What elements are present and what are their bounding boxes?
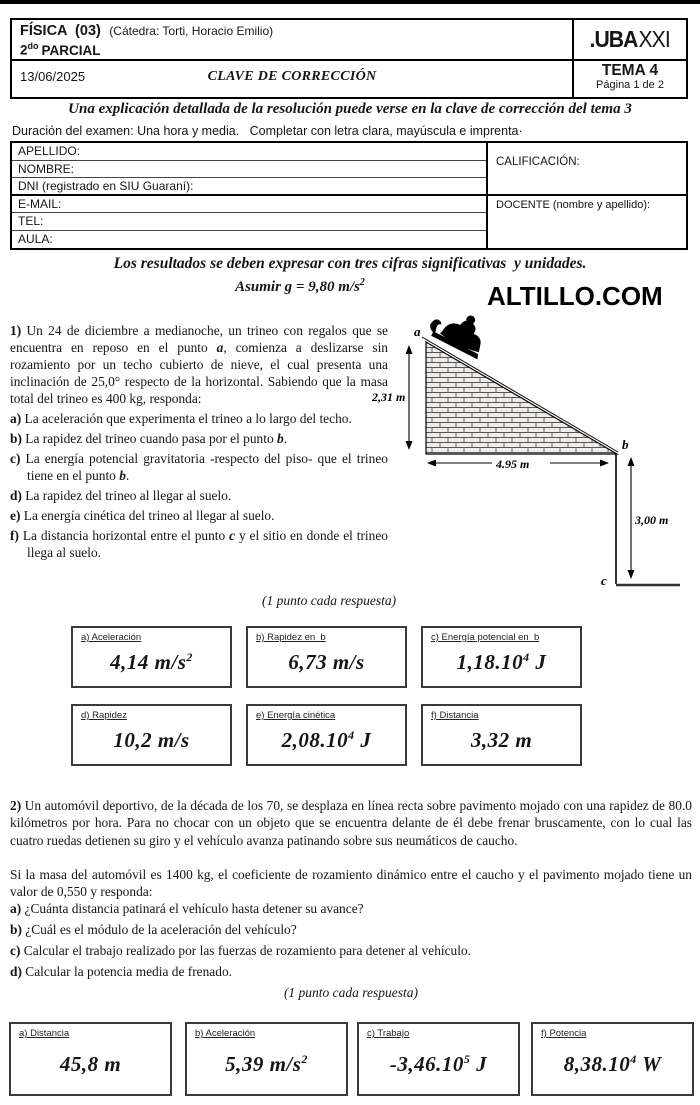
parcial-label: [20, 41, 564, 58]
item-point: b: [277, 431, 284, 447]
exam-header-table: [10, 18, 688, 99]
item-text: La energía cinética del trineo al llegar al suelo.: [23, 508, 275, 524]
answer-box-potencia: [531, 1022, 694, 1096]
item-letter: d): [10, 963, 22, 979]
answer-box-energia-potencial: [421, 626, 582, 688]
item-letter: d): [10, 488, 22, 504]
points-note-1: (1 punto cada respuesta): [262, 593, 397, 608]
answer-label: e) Energía cinética: [256, 710, 336, 721]
drop-dim-label: 3,00 m: [635, 513, 669, 527]
course-title: FÍSICA (03): [20, 23, 101, 39]
dni-field: DNI (registrado en SIU Guaraní):: [12, 178, 486, 196]
item-text: ¿Cuál es el módulo de la aceleración del vehículo?: [25, 922, 297, 938]
item-text: La distancia horizontal entre el punto: [22, 528, 230, 544]
aula-field: AULA:: [18, 231, 53, 246]
answer-value: -3,46.10$^5$ J: [389, 1052, 488, 1076]
parcial-number: 2: [20, 42, 28, 58]
item-letter: e): [10, 508, 21, 524]
item-text: ¿Cuánta distancia patinará el vehículo hasta detener su avance?: [24, 901, 364, 917]
answer-label: a) Aceleración: [81, 632, 142, 643]
arrow-left-icon: [427, 460, 436, 467]
tel-field: TEL:: [12, 213, 486, 231]
problem-1-item-c: [10, 450, 392, 484]
answer-box-aceleracion-2: [185, 1022, 348, 1096]
answer-value: 1,18.10$^4$ J: [456, 650, 547, 674]
points-note-2: (1 punto cada respuesta): [283, 984, 419, 1000]
answer-box-rapidez-suelo: [71, 704, 232, 766]
answer-value: 45,8 m: [59, 1052, 122, 1076]
problem-1-intro-post: , comienza a deslizarse sin rozamiento por un techo cubierto de nieve, el cual presenta una inclinación de 25,0° respecto de la horizontal. Sabiendo que la masa total del trineo es 400 kg, responda:: [10, 340, 388, 407]
answers-row-3: [9, 1022, 694, 1096]
parcial-ordinal: do: [27, 41, 39, 51]
problem-1-number: 1): [10, 323, 22, 338]
gravity-text: Asumir g = 9,80 m/s: [235, 279, 360, 295]
calificacion-field: CALIFICACIÓN:: [486, 143, 686, 196]
point-a-ref: a: [216, 340, 224, 356]
height-dim-label: 2,31 m: [372, 390, 406, 404]
answer-value: 2,08.10$^4$ J: [281, 728, 372, 752]
gravity-exponent: 2: [359, 277, 365, 288]
answer-label: d) Rapidez: [81, 710, 127, 721]
problem-2-intro-text: Un automóvil deportivo, de la década de los 70, se desplaza en línea recta sobre pavimento mojado con una rapidez de 80.0 kilómetros por hora. Para no chocar con un objeto que se encuentra delante de él debe frenar bruscamente, con lo cual las cuatro ruedas detienen su giro y el vehículo avanza patinando sobre sus neumáticos de caucho.: [10, 798, 692, 848]
item-text: La rapidez del trineo al llegar al suelo.: [25, 488, 232, 504]
item-letter: b): [10, 431, 22, 447]
problem-2-item-a: [10, 900, 692, 917]
problem-1-section: [10, 322, 690, 608]
answers-row-1: [71, 626, 582, 688]
duration-line: Duración del examen: Una hora y media. Completar con letra clara, mayúscula e imprenta·: [12, 124, 523, 138]
answer-label: f) Distancia: [431, 710, 479, 721]
item-text: La aceleración que experimenta el trineo a lo largo del techo.: [24, 411, 352, 427]
item-letter: f): [10, 528, 19, 544]
base-dim-label: 4.95 m: [496, 457, 530, 471]
page-number: Página 1 de 2: [596, 79, 664, 91]
arrow-down-icon: [406, 441, 413, 450]
item-post: .: [125, 468, 130, 484]
problem-1-item-d: [10, 487, 388, 504]
problem-2-intro: [10, 797, 692, 849]
student-form-table: [10, 141, 688, 250]
problem-2-item-d: [10, 963, 692, 980]
arrow-up-icon: [628, 457, 635, 466]
answer-label: c) Energía potencial en b: [431, 632, 540, 643]
answer-box-energia-cinetica: [246, 704, 407, 766]
answer-label: f) Potencia: [541, 1028, 587, 1039]
point-c-label: c: [601, 573, 607, 588]
problem-2-section: [10, 797, 692, 1001]
item-point: b: [119, 468, 126, 484]
problem-1-intro-pre: Un 24 de diciembre a medianoche, un trineo con regalos que se encuentra en reposo en el punto: [10, 323, 392, 356]
answer-value: 6,73 m/s: [288, 650, 365, 674]
item-letter: a): [10, 411, 22, 427]
item-post: .: [283, 431, 288, 447]
email-field: E-MAIL:: [12, 196, 486, 214]
arrow-down-icon: [628, 570, 635, 579]
xxi-logo-text: XXI: [638, 26, 671, 52]
answer-box-distancia: [421, 704, 582, 766]
uba-logo-cell: [572, 20, 686, 61]
problem-1-item-e: [10, 507, 388, 524]
clave-correccion-title: CLAVE DE CORRECCIÓN: [207, 69, 377, 84]
answer-box-aceleracion: [71, 626, 232, 688]
item-letter: a): [10, 901, 22, 917]
point-a-label: a: [414, 324, 421, 339]
problem-2-item-b: [10, 921, 692, 938]
item-text: La rapidez del trineo cuando pasa por el punto: [25, 431, 278, 447]
item-letter: c): [10, 451, 21, 467]
item-letter: c): [10, 942, 21, 958]
answer-label: a) Distancia: [19, 1028, 70, 1039]
item-letter: b): [10, 922, 22, 938]
problem-2-number: 2): [10, 798, 22, 813]
apellido-field: APELLIDO:: [12, 143, 486, 161]
answer-label: b) Rapidez en b: [256, 632, 326, 643]
answer-value: 5,39 $m/s^2$: [225, 1052, 308, 1076]
arrow-up-icon: [406, 345, 413, 354]
answer-value: 3,32 m: [470, 728, 533, 752]
item-text: Calcular el trabajo realizado por las fuerzas de rozamiento para detener al vehículo.: [23, 942, 472, 958]
item-text: La energía potencial gravitatoria -respecto del piso- que el trineo tiene en el punto: [25, 451, 392, 484]
docente-field: DOCENTE (nombre y apellido):: [486, 196, 686, 249]
problem-1-item-f: [10, 527, 388, 561]
answer-value: 8,38.10$^4$ W: [563, 1052, 662, 1076]
exam-date: 13/06/2025: [20, 69, 86, 84]
explanation-note: Una explicación detallada de la resolución puede verse en la clave de corrección del tema 3: [68, 101, 632, 117]
point-b-label: b: [622, 437, 629, 452]
problem-1-item-a: [10, 410, 388, 427]
brick-wall-triangle: [426, 342, 617, 454]
problem-2-data: Si la masa del automóvil es 1400 kg, el coeficiente de rozamiento dinámico entre el caucho y el pavimento mojado tiene un valor de 0,550 y responda:: [10, 866, 692, 900]
item-text: Calcular la potencia media de frenado.: [25, 963, 232, 979]
catedra-label: (Cátedra: Torti, Horacio Emilio): [109, 24, 274, 38]
answer-box-rapidez-b: [246, 626, 407, 688]
answer-box-trabajo: [357, 1022, 520, 1096]
problem-1-item-b: [10, 430, 388, 447]
course-cell: [12, 20, 572, 61]
parcial-word: PARCIAL: [41, 42, 101, 58]
answers-row-2: [71, 704, 582, 766]
nombre-field: NOMBRE:: [12, 161, 486, 179]
answer-label: b) Aceleración: [195, 1028, 256, 1039]
date-clave-cell: [12, 61, 572, 97]
uba-logo-text: .UBA: [589, 26, 638, 52]
altillo-watermark: ALTILLO.COM: [487, 281, 663, 311]
answer-label: c) Trabajo: [367, 1028, 410, 1039]
answer-box-distancia-2: [9, 1022, 172, 1096]
answer-value: 10,2 m/s: [113, 728, 190, 752]
answer-value: 4,14 $m/s^2$: [110, 650, 193, 674]
arrow-right-icon: [600, 460, 609, 467]
uba-xxi-logo: [590, 26, 670, 53]
item-post: y el sitio en donde el trineo llega al suelo.: [27, 528, 388, 561]
sled-roof-diagram: [372, 312, 697, 600]
tema-label: TEMA 4: [601, 62, 659, 79]
significant-figures-instruction: Los resultados se deben expresar con tres cifras significativas y unidades.: [113, 255, 587, 272]
item-point: c: [229, 528, 236, 544]
problem-2-item-c: [10, 942, 692, 959]
scan-top-edge: [0, 0, 700, 4]
tema-cell: [572, 61, 686, 97]
